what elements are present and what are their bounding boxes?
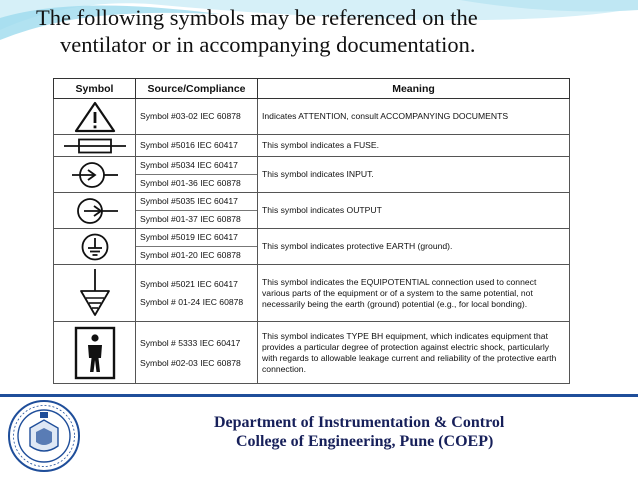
meaning-cell: [258, 99, 570, 135]
college-logo: [6, 398, 82, 474]
meaning-text: This symbol indicates the EQUIPOTENTIAL connection used to connect various parts of the equipment or of a system to the same potential, not necessarily being the earth (ground) potential (e.g., for local bonding).: [262, 276, 537, 309]
symbol-cell: [54, 265, 136, 322]
symbols-table: [53, 78, 570, 384]
protective-earth-icon: [79, 232, 111, 262]
column-header-source: Source/Compliance: [136, 79, 258, 99]
symbol-cell: [54, 193, 136, 229]
meaning-text: This symbol indicates a FUSE.: [262, 140, 380, 150]
source-text: Symbol #01-20 IEC 60878: [136, 246, 257, 264]
meaning-text: Indicates ATTENTION, consult ACCOMPANYING DOCUMENTS: [262, 111, 509, 121]
source-text: Symbol # 5333 IEC 60417: [140, 337, 241, 348]
source-cell: [136, 193, 258, 229]
column-header-symbol: Symbol: [54, 79, 136, 99]
column-header-meaning: Meaning: [258, 79, 570, 99]
meaning-text: This symbol indicates INPUT.: [262, 169, 374, 179]
meaning-cell: [258, 193, 570, 229]
coep-seal-icon: [6, 398, 82, 474]
symbol-cell: [54, 135, 136, 157]
fuse-icon: [62, 137, 128, 155]
source-text: Symbol #01-36 IEC 60878: [136, 174, 257, 192]
source-text: Symbol #5034 IEC 60417: [140, 160, 238, 170]
type-bf-person-icon: [74, 326, 116, 380]
source-text: Symbol #5016 IEC 60417: [140, 140, 238, 150]
table-row: [54, 322, 570, 384]
meaning-text: This symbol indicates OUTPUT: [262, 205, 382, 215]
source-text: Symbol #02-03 IEC 60878: [140, 357, 241, 368]
meaning-cell: [258, 229, 570, 265]
symbol-cell: [54, 157, 136, 193]
source-cell: [136, 265, 258, 322]
source-text: Symbol #5035 IEC 60417: [140, 196, 238, 206]
meaning-cell: [258, 322, 570, 384]
meaning-cell: [258, 265, 570, 322]
output-icon: [70, 196, 120, 226]
symbol-cell: [54, 229, 136, 265]
attention-triangle-icon: [73, 101, 117, 133]
symbol-cell: [54, 99, 136, 135]
source-text: Symbol #01-37 IEC 60878: [136, 210, 257, 228]
table-header-row: [54, 79, 570, 99]
source-text: Symbol #5021 IEC 60417: [140, 279, 238, 289]
title-line-2: ventilator or in accompanying documentation.: [60, 32, 476, 57]
table-row: [54, 265, 570, 322]
input-icon: [70, 160, 120, 190]
meaning-cell: [258, 157, 570, 193]
source-cell: [136, 99, 258, 135]
title-line-1: The following symbols may be referenced on the: [36, 5, 478, 30]
source-cell: [136, 322, 258, 384]
table-row: [54, 157, 570, 193]
table-row: [54, 229, 570, 265]
college-name: College of Engineering, Pune (COEP): [236, 433, 494, 450]
source-text: Symbol #5019 IEC 60417: [140, 232, 238, 242]
source-cell: [136, 135, 258, 157]
slide-title: [36, 4, 616, 58]
footer-divider: [0, 394, 638, 397]
source-text: Symbol #03-02 IEC 60878: [140, 111, 241, 121]
source-cell: [136, 229, 258, 265]
meaning-text: This symbol indicates protective EARTH (ground).: [262, 241, 453, 251]
meaning-text: This symbol indicates TYPE BH equipment, which indicates equipment that provides a particular degree of protection against electric shock, particularly with regards to allowable leakage current and reliability of the protective earth connection.: [262, 330, 557, 374]
symbol-cell: [54, 322, 136, 384]
department-name: Department of Instrumentation & Control: [214, 414, 505, 431]
source-cell: [136, 157, 258, 193]
source-text: Symbol # 01-24 IEC 60878: [140, 297, 244, 307]
table-row: [54, 135, 570, 157]
table-row: [54, 99, 570, 135]
table-row: [54, 193, 570, 229]
meaning-cell: [258, 135, 570, 157]
equipotential-icon: [78, 267, 112, 319]
